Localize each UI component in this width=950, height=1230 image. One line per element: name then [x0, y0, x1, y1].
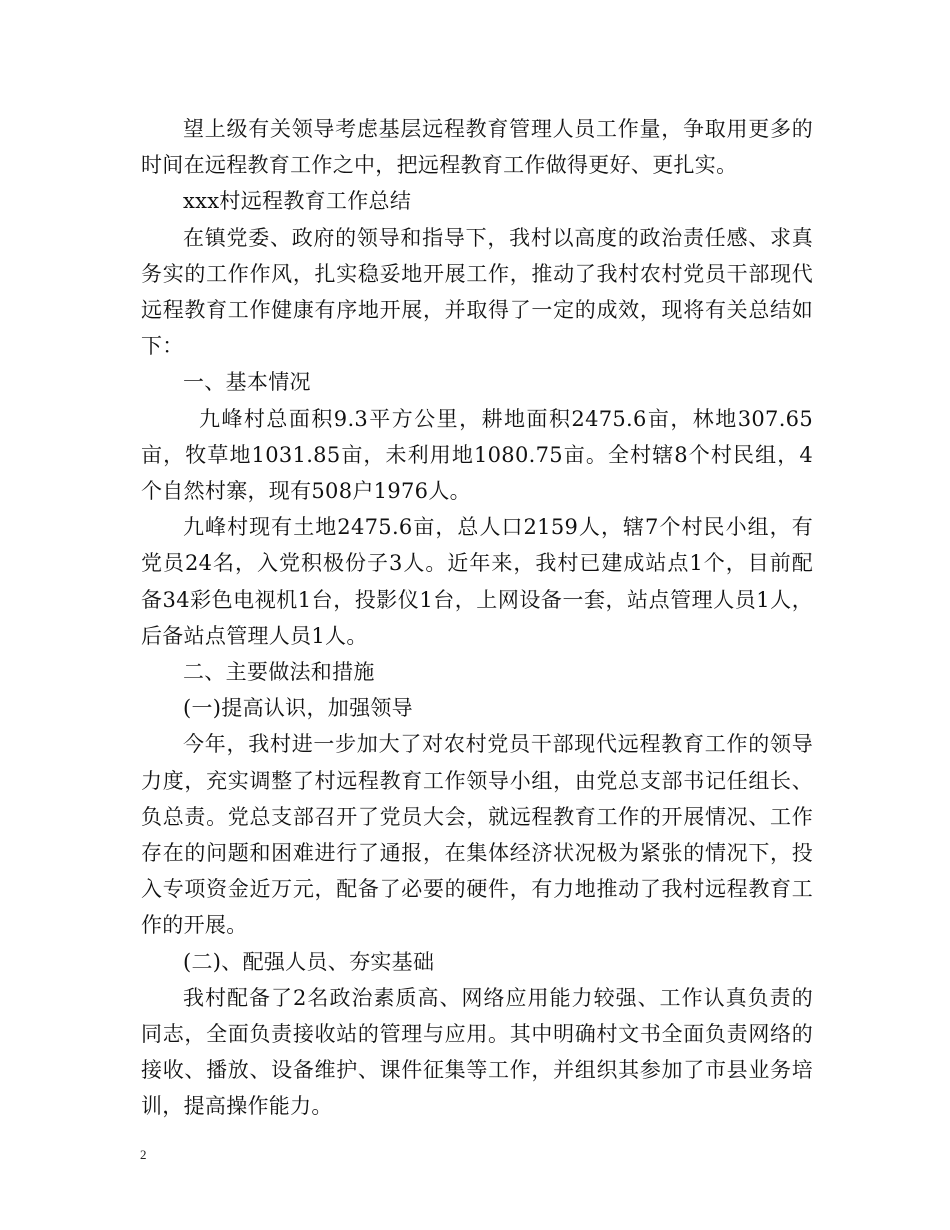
document-body — [141, 111, 813, 1125]
paragraph-village-population: 九峰村现有土地2475.6亩，总人口2159人，辖7个村民小组，有党员24名，入党积极份子3人。近年来，我村已建成站点1个，目前配备34彩色电视机1台，投影仪1台，上网设备一套，站点管理人员1人，后备站点管理人员1人。 — [141, 515, 813, 648]
subheading-staffing: (二)、配强人员、夯实基础 — [183, 949, 435, 974]
paragraph-intro: 在镇党委、政府的领导和指导下，我村以高度的政治责任感、求真务实的工作作风，扎实稳妥地开展工作，推动了我村农村党员干部现代远程教育工作健康有序地开展，并取得了一定的成效，现将有关总结如下： — [141, 225, 813, 359]
heading-basic-situation: 一、基本情况 — [183, 370, 311, 395]
section-title: xxx村远程教育工作总结 — [183, 189, 412, 214]
paragraph-closing-request: 望上级有关领导考虑基层远程教育管理人员工作量，争取用更多的时间在远程教育工作之中，把远程教育工作做得更好、更扎实。 — [141, 117, 813, 178]
subheading-leadership: (一)提高认识，加强领导 — [183, 696, 413, 721]
page-number: 2 — [140, 1147, 147, 1162]
heading-main-measures: 二、主要做法和措施 — [183, 660, 375, 685]
paragraph-staffing: 我村配备了2名政治素质高、网络应用能力较强、工作认真负责的同志，全面负责接收站的管理与应用。其中明确村文书全面负责网络的接收、播放、设备维护、课件征集等工作，并组织其参加了市县业务培训，提高操作能力。 — [141, 985, 813, 1119]
paragraph-village-area: 九峰村总面积9.3平方公里，耕地面积2475.6亩，林地307.65亩，牧草地1031.85亩，未利用地1080.75亩。全村辖8个村民组，4个自然村寨，现有508户1976人。 — [141, 406, 813, 504]
paragraph-leadership: 今年，我村进一步加大了对农村党员干部现代远程教育工作的领导力度，充实调整了村远程教育工作领导小组，由党总支部书记任组长、负总责。党总支部召开了党员大会，就远程教育工作的开展情况、工作存在的问题和困难进行了通报，在集体经济状况极为紧张的情况下，投入专项资金近万元，配备了必要的硬件，有力地推动了我村远程教育工作的开展。 — [141, 732, 813, 938]
